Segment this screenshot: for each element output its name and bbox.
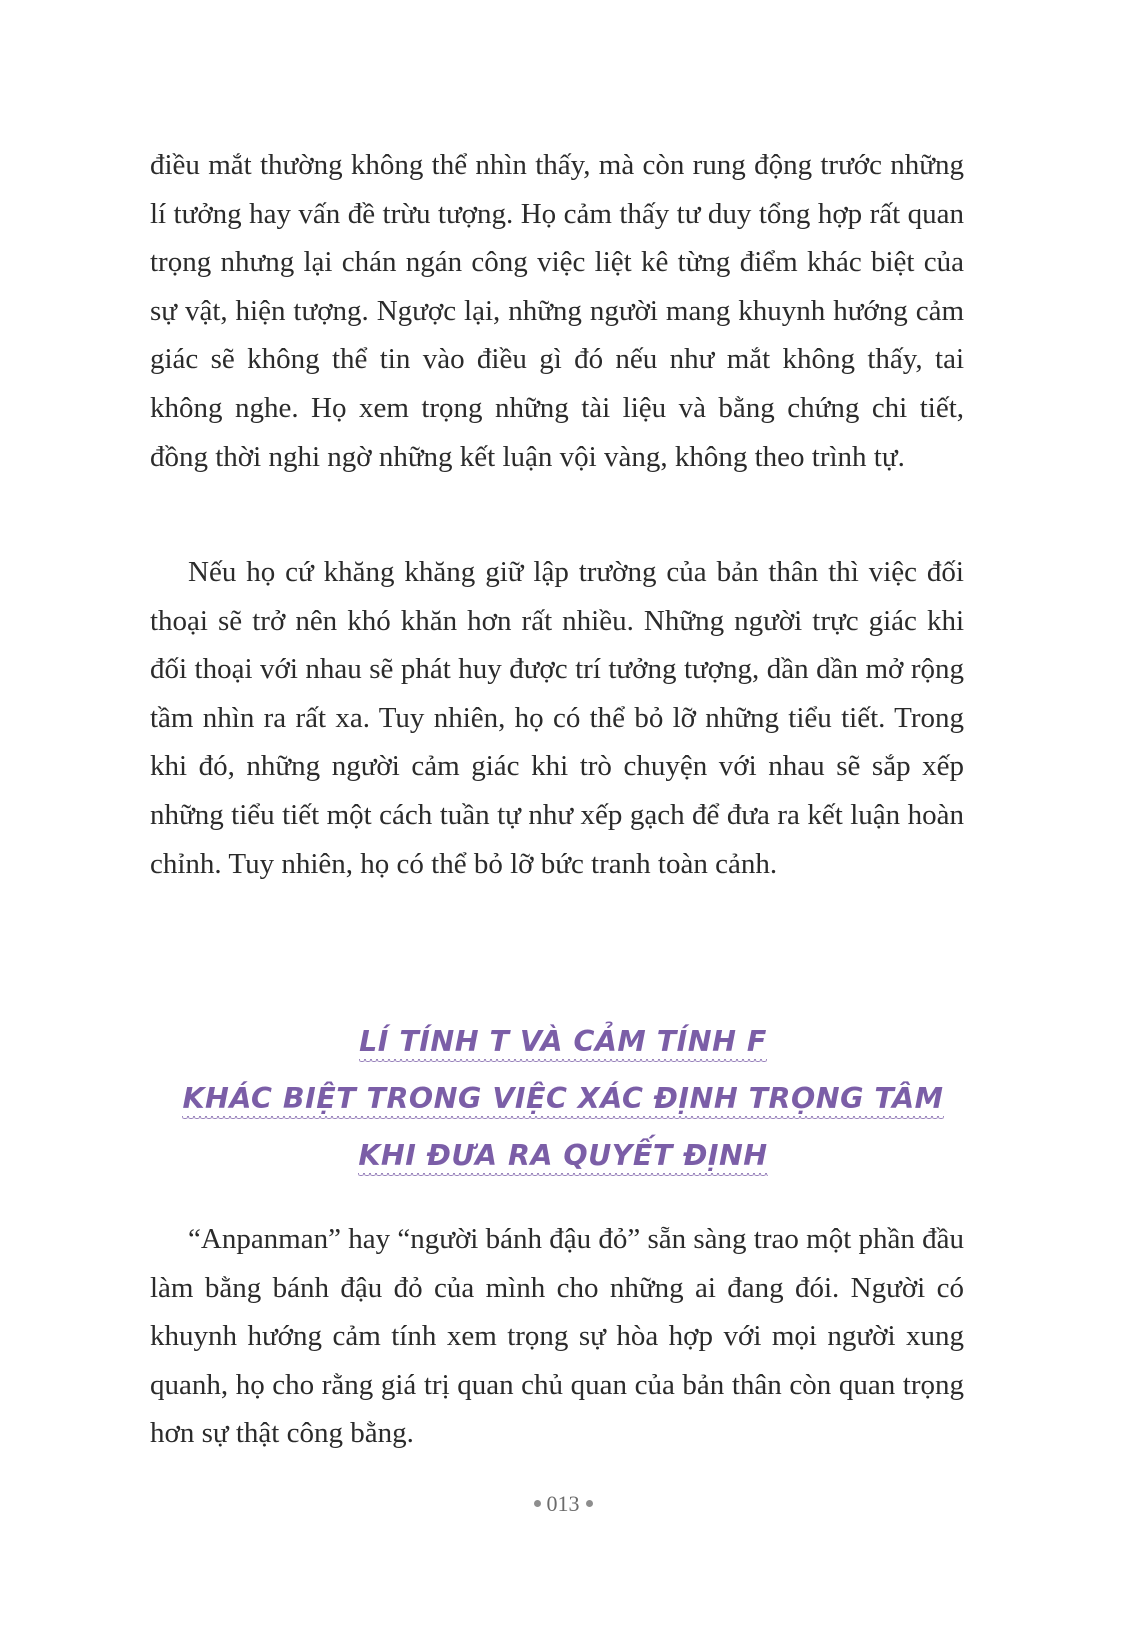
body-paragraph-2 xyxy=(150,548,964,888)
paragraph-text: Nếu họ cứ khăng khăng giữ lập trường của bản thân thì việc đối thoại sẽ trở nên khó khăn hơn rất nhiều. Những người trực giác khi đối thoại với nhau sẽ phát huy được trí tưởng tượng, dần dần mở rộng tầm nhìn ra rất xa. Tuy nhiên, họ có thể bỏ lỡ những tiểu tiết. Trong khi đó, những người cảm giác khi trò chuyện với nhau sẽ sắp xếp những tiểu tiết một cách tuần tự như xếp gạch để đưa ra kết luận hoàn chỉnh. Tuy nhiên, họ có thể bỏ lỡ bức tranh toàn cảnh. xyxy=(150,556,964,880)
heading-line-2 xyxy=(0,1070,1126,1127)
bullet-dot-icon xyxy=(534,1500,541,1507)
paragraph-text: “Anpanman” hay “người bánh đậu đỏ” sẵn sàng trao một phần đầu làm bằng bánh đậu đỏ của mình cho những ai đang đói. Người có khuynh hướng cảm tính xem trọng sự hòa hợp với mọi người xung quanh, họ cho rằng giá trị quan chủ quan của bản thân còn quan trọng hơn sự thật công bằng. xyxy=(150,1223,964,1450)
body-paragraph-3 xyxy=(150,1215,964,1458)
body-paragraph-1 xyxy=(150,141,964,481)
bullet-dot-icon xyxy=(586,1500,593,1507)
heading-line-1 xyxy=(0,1013,1126,1070)
page-number-text: 013 xyxy=(546,1491,580,1516)
page-number xyxy=(0,1491,1126,1517)
paragraph-text: điều mắt thường không thể nhìn thấy, mà còn rung động trước những lí tưởng hay vấn đề trừu tượng. Họ cảm thấy tư duy tổng hợp rất quan trọng nhưng lại chán ngán công việc liệt kê từng điểm khác biệt của sự vật, hiện tượng. Ngược lại, những người mang khuynh hướng cảm giác sẽ không thể tin vào điều gì đó nếu như mắt không thấy, tai không nghe. Họ xem trọng những tài liệu và bằng chứng chi tiết, đồng thời nghi ngờ những kết luận vội vàng, không theo trình tự. xyxy=(150,149,964,473)
heading-text: KHI ĐƯA RA QUYẾT ĐỊNH xyxy=(358,1138,767,1177)
heading-line-3 xyxy=(0,1127,1126,1184)
heading-text: KHÁC BIỆT TRONG VIỆC XÁC ĐỊNH TRỌNG TÂM xyxy=(182,1081,943,1120)
section-heading xyxy=(0,1013,1126,1184)
heading-text: LÍ TÍNH T VÀ CẢM TÍNH F xyxy=(359,1024,767,1063)
